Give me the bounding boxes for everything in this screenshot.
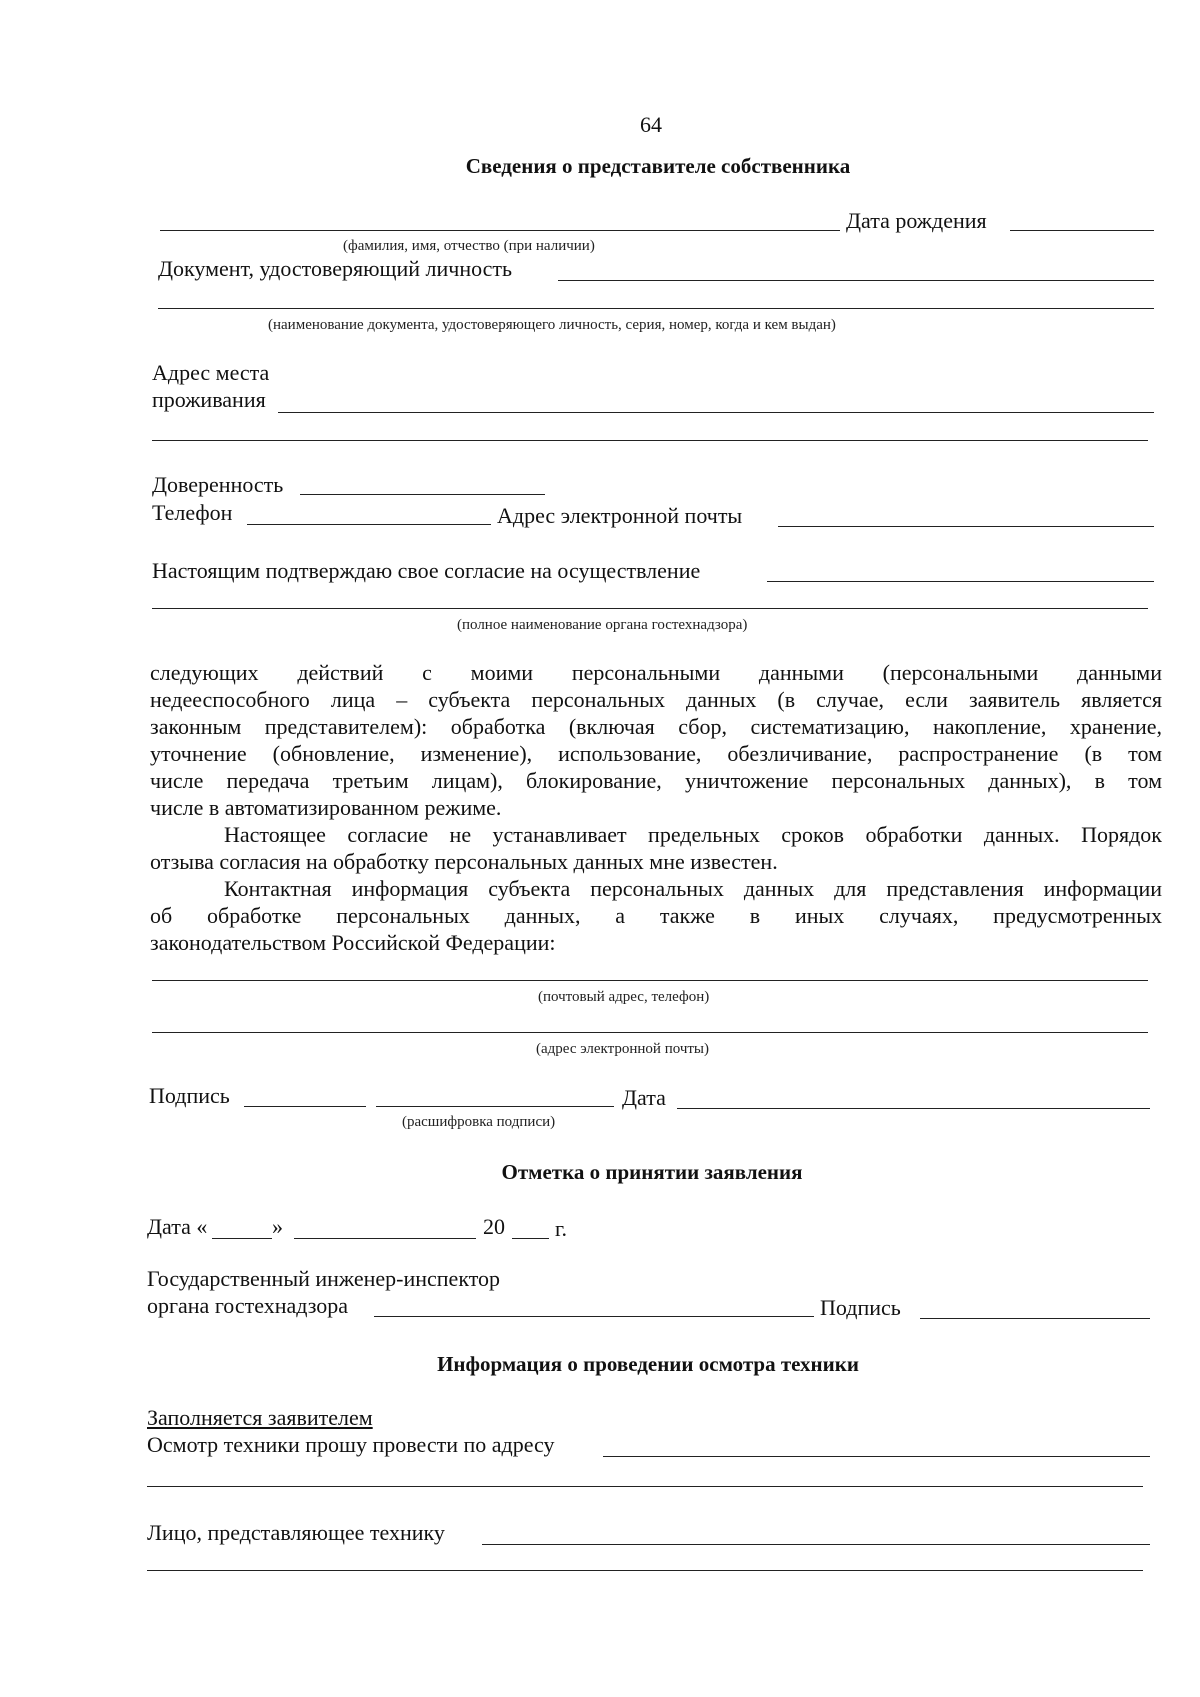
- acceptance-month-field[interactable]: [294, 1238, 476, 1239]
- acceptance-year-suffix: г.: [555, 1216, 568, 1241]
- contact-email-field[interactable]: [152, 1032, 1148, 1033]
- inspector-name-field[interactable]: [374, 1316, 814, 1317]
- inspector-label-line-2: органа гостехнадзора: [147, 1293, 349, 1318]
- presenter-field-line-2[interactable]: [147, 1570, 1143, 1571]
- fio-field[interactable]: [160, 230, 840, 231]
- fio-caption: (фамилия, имя, отчество (при наличии): [343, 238, 595, 254]
- signature-label: Подпись: [149, 1083, 230, 1108]
- signature-caption: (расшифровка подписи): [402, 1114, 556, 1130]
- id-document-caption: (наименование документа, удостоверяющего личность, серия, номер, когда и кем выдан): [268, 317, 836, 333]
- signature-field[interactable]: [244, 1106, 366, 1107]
- acceptance-date-quote: »: [272, 1214, 283, 1239]
- inspector-signature-label: Подпись: [820, 1295, 901, 1320]
- id-document-label: Документ, удостоверяющий личность: [158, 256, 513, 281]
- filled-by-applicant: Заполняется заявителем: [147, 1405, 373, 1430]
- term-text-line: Настоящее согласие не устанавливает предельных сроков обработки данных. Порядок: [224, 822, 1162, 847]
- contact-text-line: Контактная информация субъекта персональных данных для представления информации: [224, 876, 1162, 901]
- address-label-line-1: Адрес места: [152, 360, 270, 385]
- page-number: 64: [640, 112, 662, 137]
- consent-text-line: числе в автоматизированном режиме.: [150, 795, 502, 820]
- id-document-field[interactable]: [558, 280, 1154, 281]
- address-field-line-2[interactable]: [152, 440, 1148, 441]
- acceptance-day-field[interactable]: [212, 1238, 272, 1239]
- power-of-attorney-field[interactable]: [300, 494, 545, 495]
- section-title-acceptance: Отметка о принятии заявления: [501, 1160, 803, 1184]
- id-document-field-line-2[interactable]: [158, 308, 1154, 309]
- contact-text-line: законодательством Российской Федерации:: [150, 930, 556, 955]
- phone-label: Телефон: [152, 500, 233, 525]
- signature-date-label: Дата: [622, 1085, 666, 1110]
- email-label: Адрес электронной почты: [497, 503, 743, 528]
- consent-text-line: законным представителем): обработка (включая сбор, систематизацию, накопление, хранение,: [150, 714, 1162, 739]
- section-title-inspection: Информация о проведении осмотра техники: [437, 1352, 859, 1376]
- consent-intro: Настоящим подтверждаю свое согласие на осуществление: [152, 558, 701, 583]
- address-label-line-2: проживания: [152, 387, 266, 412]
- presenter-field[interactable]: [482, 1544, 1150, 1545]
- postal-caption: (почтовый адрес, телефон): [538, 989, 710, 1005]
- consent-text-line: уточнение (обновление, изменение), использование, обезличивание, распространение (в том: [150, 741, 1162, 766]
- address-field[interactable]: [278, 412, 1154, 413]
- birth-date-label: Дата рождения: [846, 208, 987, 233]
- consent-text-line: недееспособного лица – субъекта персональных данных (в случае, если заявитель является: [150, 687, 1162, 712]
- signature-decoding-field[interactable]: [376, 1106, 614, 1107]
- postal-address-field[interactable]: [152, 980, 1148, 981]
- contact-text-line: об обработке персональных данных, а также в иных случаях, предусмотренных: [150, 903, 1162, 928]
- presenter-label: Лицо, представляющее технику: [147, 1520, 445, 1545]
- inspection-address-field[interactable]: [603, 1456, 1150, 1457]
- signature-date-field[interactable]: [677, 1108, 1150, 1109]
- term-text-line: отзыва согласия на обработку персональных данных мне известен.: [150, 849, 778, 874]
- acceptance-year-field[interactable]: [512, 1238, 549, 1239]
- org-caption: (полное наименование органа гостехнадзора): [457, 617, 748, 633]
- gostekhnadzor-org-field-line-2[interactable]: [152, 608, 1148, 609]
- inspector-signature-field[interactable]: [920, 1318, 1150, 1319]
- acceptance-date-prefix: Дата «: [147, 1214, 208, 1239]
- phone-field[interactable]: [247, 524, 491, 525]
- inspection-address-field-line-2[interactable]: [147, 1486, 1143, 1487]
- consent-text-line: следующих действий с моими персональными данными (персональными данными: [150, 660, 1162, 685]
- inspection-address-label: Осмотр техники прошу провести по адресу: [147, 1432, 555, 1457]
- birth-date-field[interactable]: [1010, 230, 1154, 231]
- acceptance-year-prefix: 20: [483, 1214, 505, 1239]
- inspector-label-line-1: Государственный инженер-инспектор: [147, 1266, 501, 1291]
- section-title-representative: Сведения о представителе собственника: [465, 154, 851, 178]
- power-of-attorney-label: Доверенность: [152, 472, 284, 497]
- consent-text-line: числе передача третьим лицам), блокирование, уничтожение персональных данных), в том: [150, 768, 1162, 793]
- contact-email-caption: (адрес электронной почты): [536, 1041, 710, 1057]
- gostekhnadzor-org-field[interactable]: [767, 581, 1154, 582]
- email-field[interactable]: [778, 526, 1154, 527]
